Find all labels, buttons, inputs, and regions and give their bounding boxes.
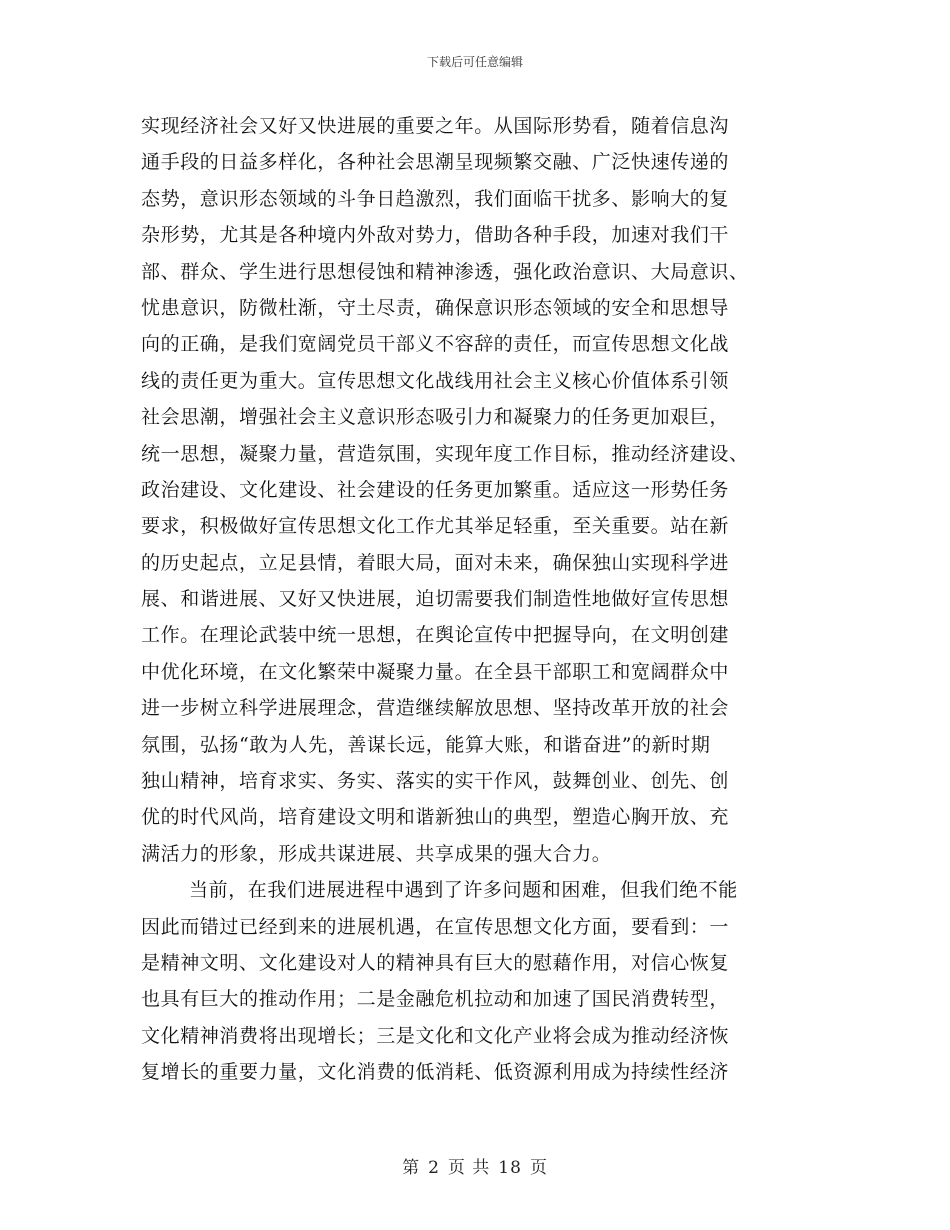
text-line: 当前，在我们进展进程中遇到了许多问题和困难，但我们绝不能: [189, 879, 738, 902]
page-footer: [0, 1153, 950, 1178]
paragraph: [141, 872, 821, 1090]
text-line: 展、和谐进展、又好又快进展，迫切需要我们制造性地做好宣传思想: [141, 588, 730, 611]
total-pages: 18: [498, 1158, 522, 1178]
text-line: 的历史起点，立足县情，着眼大局，面对未来，确保独山实现科学进: [141, 551, 730, 574]
text-line: 社会思潮，增强社会主义意识形态吸引力和凝聚力的任务更加艰巨，: [141, 406, 730, 429]
text-line: 要求，积极做好宣传思想文化工作尤其举足轻重，至关重要。站在新: [141, 515, 730, 538]
text-line: 实现经济社会又好又快进展的重要之年。从国际形势看，随着信息沟: [141, 115, 730, 137]
text-line: 进一步树立科学进展理念，营造继续解放思想、坚持改革开放的社会: [141, 697, 730, 720]
text-line: 复增长的重要力量，文化消费的低消耗、低资源利用成为持续性经济: [141, 1061, 730, 1084]
text-line: 满活力的形象，形成共谋进展、共享成果的强大合力。: [141, 842, 612, 865]
text-line: 因此而错过已经到来的进展机遇，在宣传思想文化方面，要看到：一: [141, 915, 730, 938]
page-header-note: 下载后可任意编辑: [426, 55, 523, 69]
text-line: 优的时代风尚，培育建设文明和谐新独山的典型，塑造心胸开放、充: [141, 806, 730, 829]
text-line: 态势，意识形态领域的斗争日趋激烈，我们面临干扰多、影响大的复: [141, 187, 730, 210]
text-line: 工作。在理论武装中统一思想，在舆论宣传中把握导向，在文明创建: [141, 624, 730, 647]
text-line: 线的责任更为重大。宣传思想文化战线用社会主义核心价值体系引领: [141, 369, 730, 392]
text-line: 通手段的日益多样化，各种社会思潮呈现频繁交融、广泛快速传递的: [141, 151, 730, 174]
text-line: 文化精神消费将出现增长；三是文化和文化产业将会成为推动经济恢: [141, 1024, 730, 1047]
page-number: 2: [428, 1158, 440, 1178]
text-line: 统一思想，凝聚力量，营造氛围，实现年度工作目标，推动经济建设、: [141, 442, 749, 465]
text-line: 忧患意识，防微杜渐，守土尽责，确保意识形态领域的安全和思想导: [141, 296, 730, 319]
text-line: 部、群众、学生进行思想侵蚀和精神渗透，强化政治意识、大局意识、: [141, 260, 749, 283]
text-line: 中优化环境，在文化繁荣中凝聚力量。在全县干部职工和宽阔群众中: [141, 660, 730, 683]
text-line: 杂形势，尤其是各种境内外敌对势力，借助各种手段，加速对我们干: [141, 224, 730, 247]
paragraph: [141, 108, 821, 872]
footer-middle: 页 共: [447, 1158, 491, 1178]
text-line: 氛围，弘扬“敢为人先，善谋长远，能算大账，和谐奋进”的新时期: [141, 733, 711, 756]
footer-suffix: 页: [529, 1158, 548, 1178]
text-line: 也具有巨大的推动作用；二是金融危机拉动和加速了国民消费转型，: [141, 988, 730, 1011]
text-line: 政治建设、文化建设、社会建设的任务更加繁重。适应这一形势任务: [141, 478, 730, 501]
footer-prefix: 第: [402, 1158, 421, 1178]
document-body: [141, 108, 821, 1091]
text-line: 向的正确，是我们宽阔党员干部义不容辞的责任，而宣传思想文化战: [141, 333, 730, 356]
text-line: 独山精神，培育求实、务实、落实的实干作风，鼓舞创业、创先、创: [141, 770, 730, 793]
text-line: 是精神文明、文化建设对人的精神具有巨大的慰藉作用，对信心恢复: [141, 951, 730, 974]
